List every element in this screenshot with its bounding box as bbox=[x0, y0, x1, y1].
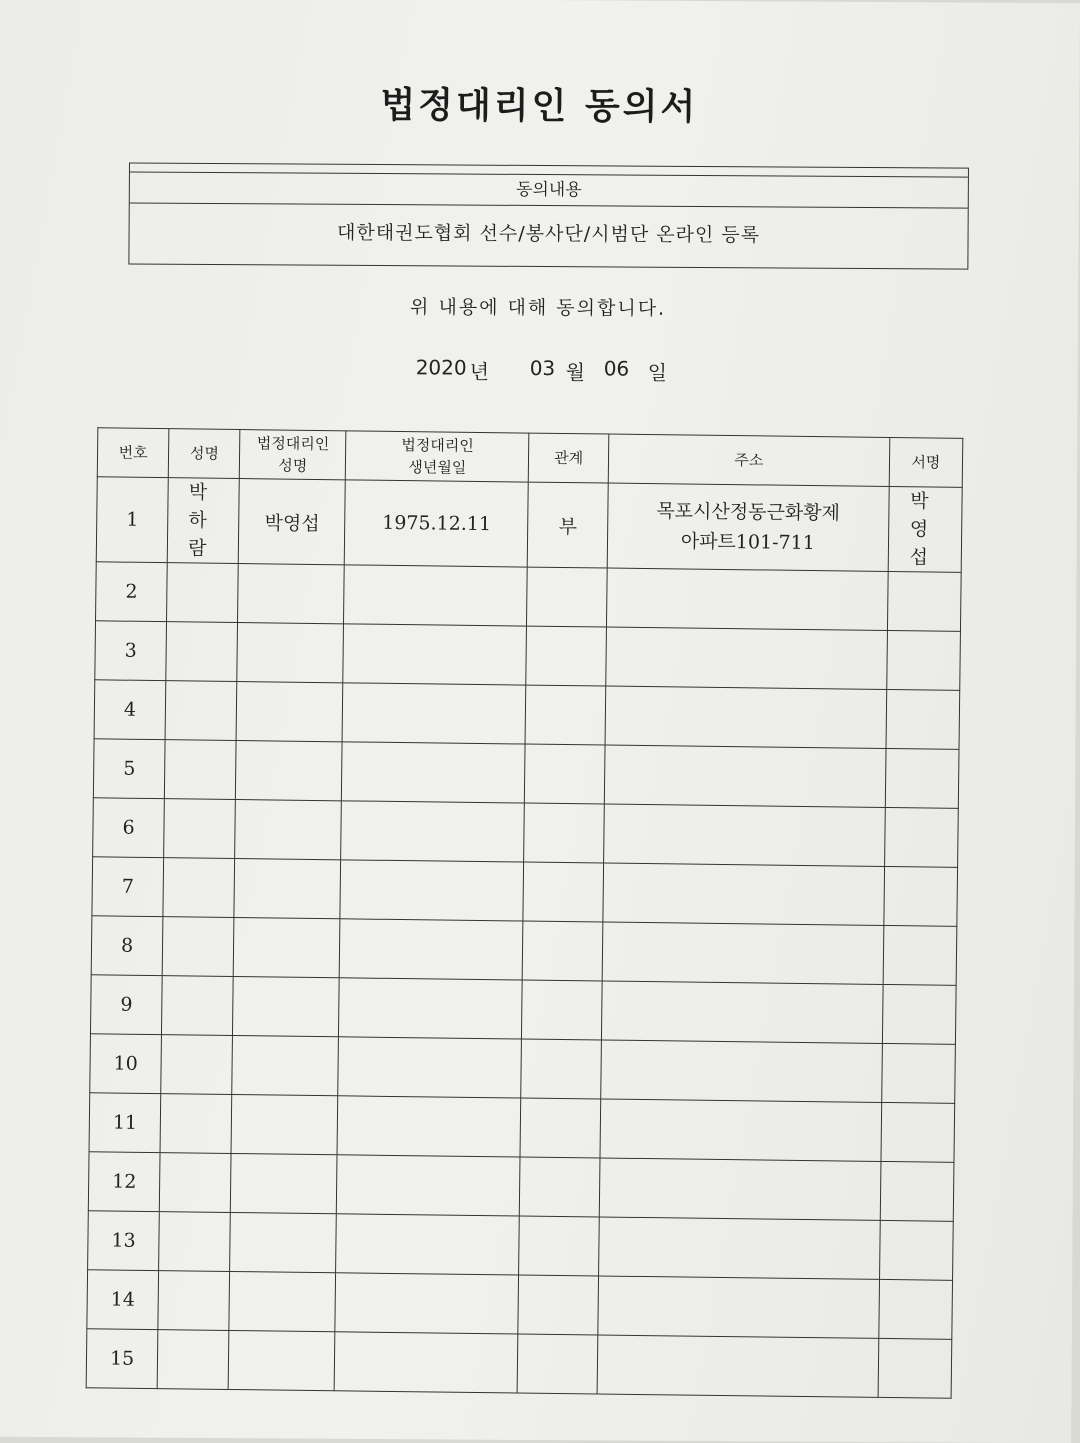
row-guardian-birth bbox=[338, 1037, 522, 1098]
row-address bbox=[603, 863, 885, 925]
row-guardian-name: 박영섭 bbox=[239, 479, 346, 565]
row-relation bbox=[523, 862, 603, 922]
row-guardian-birth bbox=[336, 1214, 520, 1275]
consent-header: 동의내용 bbox=[130, 171, 968, 208]
row-address bbox=[599, 1158, 881, 1220]
row-number: 5 bbox=[93, 739, 165, 799]
header-signature: 서명 bbox=[889, 437, 963, 487]
row-guardian-name bbox=[235, 800, 342, 860]
row-name bbox=[164, 799, 236, 859]
header-relation: 관계 bbox=[529, 433, 609, 483]
row-guardian-name bbox=[237, 682, 344, 742]
table-row bbox=[87, 1270, 953, 1340]
row-signature bbox=[884, 807, 958, 867]
row-guardian-birth bbox=[343, 624, 527, 685]
row-guardian-birth bbox=[342, 742, 526, 803]
row-number: 15 bbox=[86, 1329, 158, 1389]
date-day-label: 일 bbox=[647, 360, 668, 385]
row-relation bbox=[518, 1275, 598, 1335]
row-signature bbox=[880, 1161, 954, 1221]
row-relation bbox=[526, 626, 606, 686]
table-row bbox=[88, 1152, 954, 1222]
row-number: 3 bbox=[95, 621, 167, 681]
date-month: 03 bbox=[529, 355, 556, 381]
row-relation bbox=[526, 685, 606, 745]
row-address bbox=[597, 1335, 879, 1397]
row-number: 6 bbox=[93, 798, 165, 858]
row-relation bbox=[521, 1039, 601, 1099]
table-row bbox=[93, 739, 959, 809]
row-relation bbox=[519, 1216, 599, 1276]
row-guardian-birth: 1975.12.11 bbox=[345, 480, 529, 567]
header-address: 주소 bbox=[608, 434, 889, 486]
row-number: 11 bbox=[89, 1093, 161, 1153]
row-number: 13 bbox=[88, 1211, 160, 1271]
row-name bbox=[160, 1094, 232, 1154]
header-guardian-name-line1: 법정대리인 bbox=[256, 434, 330, 454]
table-row bbox=[89, 1093, 955, 1163]
row-number: 2 bbox=[96, 562, 168, 622]
table-row bbox=[91, 916, 957, 986]
row-guardian-name bbox=[229, 1271, 336, 1331]
row-name bbox=[158, 1271, 230, 1331]
row-name bbox=[161, 1035, 233, 1095]
row-signature bbox=[887, 571, 961, 631]
header-guardian-birth bbox=[346, 431, 530, 482]
row-guardian-birth bbox=[344, 565, 528, 626]
table-row bbox=[96, 477, 962, 573]
table-row bbox=[90, 975, 956, 1045]
row-signature bbox=[886, 630, 960, 690]
row-address bbox=[603, 804, 885, 866]
table-row bbox=[93, 798, 959, 868]
row-signature bbox=[879, 1220, 953, 1280]
row-relation bbox=[520, 1098, 600, 1158]
header-guardian-birth-line2: 생년월일 bbox=[408, 458, 467, 477]
row-name bbox=[159, 1212, 231, 1272]
row-address-line2: 아파트101-711 bbox=[680, 530, 815, 555]
row-signature bbox=[886, 689, 960, 749]
row-name bbox=[162, 976, 234, 1036]
header-name: 성명 bbox=[169, 429, 241, 479]
agree-statement: 위 내용에 대해 동의합니다. bbox=[410, 296, 667, 320]
row-name bbox=[160, 1153, 232, 1213]
header-guardian-birth-line1: 법정대리인 bbox=[401, 436, 474, 455]
row-relation bbox=[520, 1157, 600, 1217]
row-number: 7 bbox=[92, 857, 164, 917]
row-guardian-name bbox=[234, 918, 341, 978]
row-guardian-name bbox=[234, 859, 341, 919]
row-name bbox=[163, 858, 235, 918]
row-guardian-birth bbox=[337, 1155, 521, 1216]
row-guardian-birth bbox=[339, 978, 523, 1039]
row-guardian-birth bbox=[335, 1273, 519, 1334]
row-signature bbox=[884, 866, 958, 926]
row-name bbox=[162, 917, 234, 977]
row-relation bbox=[522, 980, 602, 1040]
row-relation: 부 bbox=[528, 482, 608, 568]
row-guardian-name bbox=[230, 1212, 337, 1272]
row-number: 12 bbox=[88, 1152, 160, 1212]
row-guardian-name bbox=[236, 741, 343, 801]
row-address bbox=[598, 1217, 880, 1279]
row-address bbox=[606, 568, 888, 630]
row-relation bbox=[523, 921, 603, 981]
row-address bbox=[605, 686, 887, 748]
row-guardian-name bbox=[231, 1153, 338, 1213]
row-address-line1: 목포시산정동근화황제 bbox=[656, 500, 841, 525]
table-row bbox=[88, 1211, 954, 1281]
row-signature bbox=[881, 1102, 955, 1162]
date-day: 06 bbox=[603, 356, 630, 381]
row-signature bbox=[879, 1279, 953, 1339]
row-name bbox=[165, 740, 237, 800]
row-guardian-birth bbox=[342, 683, 526, 744]
row-name: 박 하 람 bbox=[167, 478, 239, 564]
row-address bbox=[604, 745, 886, 807]
row-guardian-name bbox=[229, 1330, 336, 1390]
table-row bbox=[86, 1329, 952, 1399]
row-address bbox=[606, 627, 888, 689]
row-signature bbox=[883, 925, 957, 985]
table-row bbox=[96, 562, 962, 632]
row-signature bbox=[878, 1338, 952, 1398]
consent-content: 대한태권도협회 선수/봉사단/시범단 온라인 등록 bbox=[336, 221, 761, 247]
row-name bbox=[165, 681, 237, 741]
date-year: 2020 bbox=[415, 355, 467, 380]
row-number: 14 bbox=[87, 1270, 159, 1330]
row-address bbox=[601, 981, 883, 1043]
row-address bbox=[607, 483, 889, 571]
document-title: 법정대리인 동의서 bbox=[380, 85, 699, 128]
row-guardian-birth bbox=[341, 801, 525, 862]
row-guardian-name bbox=[232, 1036, 339, 1096]
row-guardian-name bbox=[237, 623, 344, 683]
row-address bbox=[600, 1099, 882, 1161]
row-number: 9 bbox=[90, 975, 162, 1035]
row-name bbox=[157, 1330, 229, 1390]
row-guardian-name bbox=[233, 977, 340, 1037]
row-signature: 박 영 섭 bbox=[888, 486, 962, 572]
row-address bbox=[598, 1276, 880, 1338]
header-no: 번호 bbox=[97, 428, 169, 478]
row-guardian-birth bbox=[339, 919, 523, 980]
row-guardian-birth bbox=[334, 1332, 518, 1393]
row-relation bbox=[527, 567, 607, 627]
table-row bbox=[95, 621, 961, 691]
row-signature bbox=[881, 1043, 955, 1103]
row-relation bbox=[525, 744, 605, 804]
consent-box bbox=[128, 162, 969, 269]
header-guardian-name-line2: 성명 bbox=[278, 456, 308, 475]
row-guardian-birth bbox=[340, 860, 524, 921]
row-number: 4 bbox=[94, 680, 166, 740]
row-address bbox=[601, 1040, 883, 1102]
row-number: 8 bbox=[91, 916, 163, 976]
row-relation bbox=[524, 803, 604, 863]
row-signature bbox=[882, 984, 956, 1044]
row-guardian-name bbox=[231, 1095, 338, 1155]
row-number: 1 bbox=[96, 477, 168, 563]
date-year-label: 년 bbox=[469, 359, 490, 384]
row-number: 10 bbox=[90, 1034, 162, 1094]
row-name bbox=[166, 622, 238, 682]
table-row bbox=[92, 857, 958, 927]
row-relation bbox=[518, 1334, 598, 1394]
table-row bbox=[94, 680, 960, 750]
row-signature bbox=[885, 748, 959, 808]
row-guardian-name bbox=[238, 564, 345, 624]
row-address bbox=[602, 922, 884, 984]
date-month-label: 월 bbox=[565, 360, 586, 385]
guardian-table bbox=[86, 427, 964, 1399]
header-guardian-name bbox=[240, 430, 346, 480]
row-name bbox=[167, 563, 239, 623]
row-guardian-birth bbox=[337, 1096, 521, 1157]
table-row bbox=[90, 1034, 956, 1104]
document-date bbox=[416, 355, 668, 386]
